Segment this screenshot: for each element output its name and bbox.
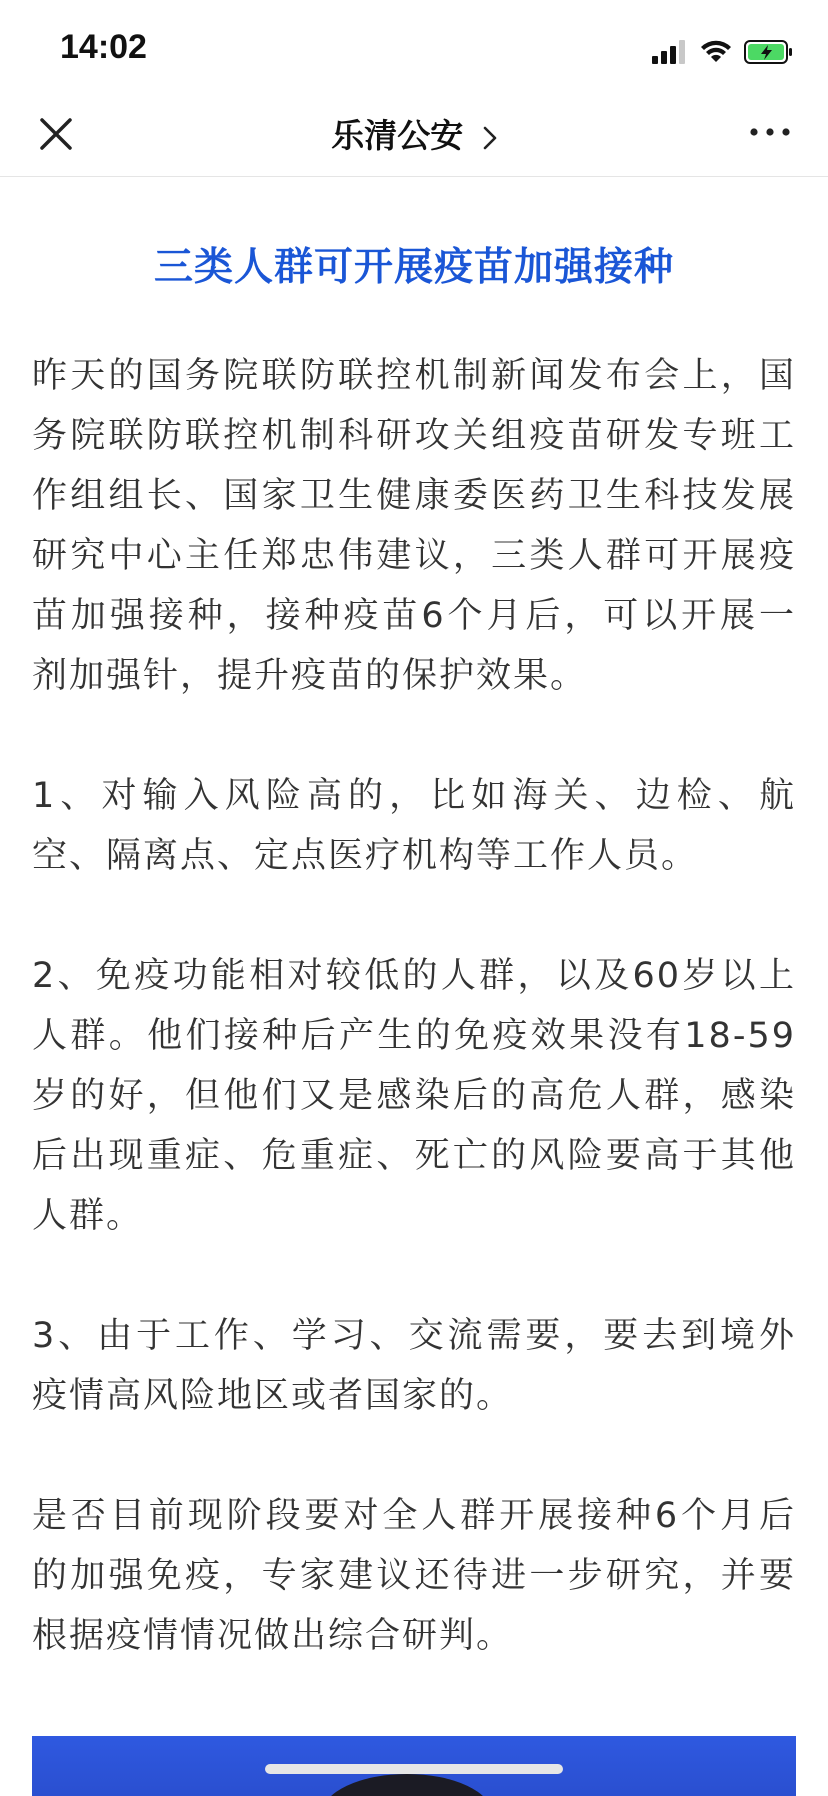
status-time: 14:02 <box>60 28 147 66</box>
person-silhouette <box>322 1774 492 1796</box>
paragraph-item-2: 2、免疫功能相对较低的人群，以及60岁以上人群。他们接种后产生的免疫效果没有18-59岁的好，但他们又是感染后的高危人群，感染后出现重症、危重症、死亡的风险要高于其他人群。 <box>32 956 796 1236</box>
paragraph-intro: 昨天的国务院联防联控机制新闻发布会上，国务院联防联控机制科研攻关组疫苗研发专班工作组组长、国家卫生健康委医药卫生科技发展研究中心主任郑忠伟建议，三类人群可开展疫苗加强接种，接种疫苗6个月后，可以开展一剂加强针，提升疫苗的保护效果。 <box>32 356 796 696</box>
signal-icon <box>652 40 688 64</box>
status-bar <box>0 0 828 100</box>
paragraph-item-3: 3、由于工作、学习、交流需要，要去到境外疫情高风险地区或者国家的。 <box>32 1316 796 1416</box>
battery-charging-icon <box>744 39 794 65</box>
nav-title: 乐清公安 <box>331 116 464 155</box>
wifi-icon <box>700 40 732 64</box>
paragraph-conclusion: 是否目前现阶段要对全人群开展接种6个月后的加强免疫，专家建议还待进一步研究，并要根据疫情情况做出综合研判。 <box>32 1496 796 1656</box>
chevron-right-icon <box>483 126 497 150</box>
paragraph-item-1: 1、对输入风险高的，比如海关、边检、航空、隔离点、定点医疗机构等工作人员。 <box>32 776 796 876</box>
article-title: 三类人群可开展疫苗加强接种 <box>153 245 674 290</box>
more-icon[interactable] <box>748 124 792 140</box>
status-icons <box>652 38 794 66</box>
article-body <box>32 176 796 1726</box>
home-indicator <box>265 1764 563 1774</box>
account-name-link[interactable] <box>0 110 828 157</box>
nav-bar <box>0 100 828 177</box>
